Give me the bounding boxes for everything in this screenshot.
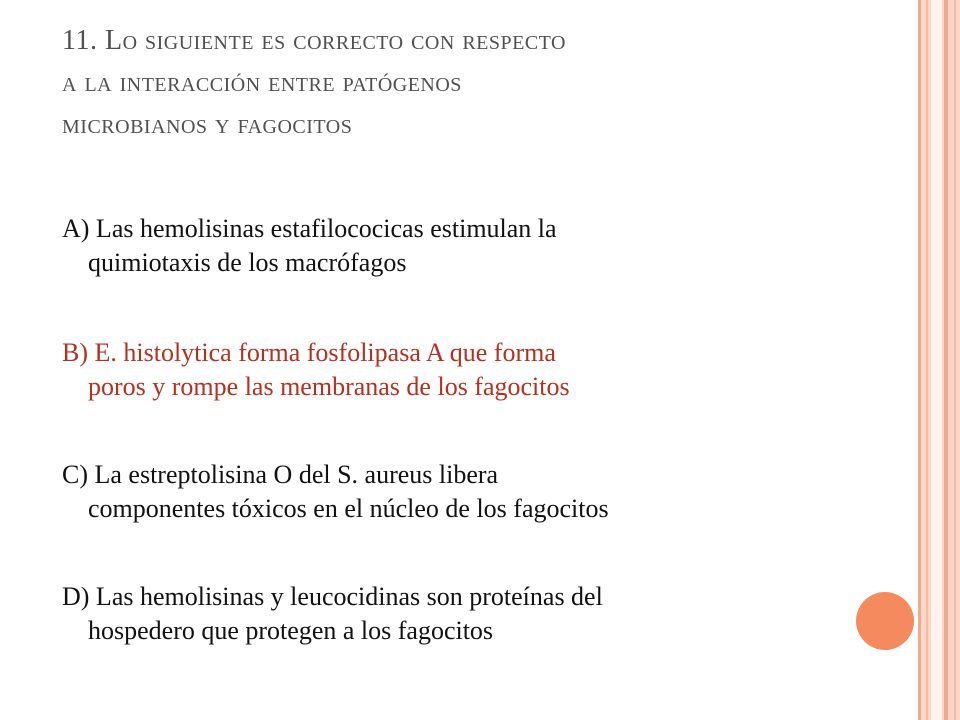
answer-option-b-correct	[62, 336, 852, 404]
answer-option-b-line-1: B) E. histolytica forma fosfolipasa A que forma	[62, 338, 556, 367]
answer-option-d-line-2: hospedero que protegen a los fagocitos	[88, 616, 494, 645]
answer-option-a-line-1: A) Las hemolisinas estafilococicas estimulan la	[62, 214, 557, 243]
decorative-stripe-highlight	[931, 0, 942, 720]
decorative-stripe-line	[954, 0, 956, 720]
answer-option-c-line-2: componentes tóxicos en el núcleo de los fagocitos	[88, 494, 609, 523]
answer-option-d	[62, 580, 852, 648]
answer-option-b-line-2: poros y rompe las membranas de los fagocitos	[88, 372, 570, 401]
slide-title-line: 11. Lo siguiente es correcto con respecto	[62, 25, 566, 56]
decorative-stripe-line	[918, 0, 921, 720]
decorative-orange-circle	[856, 592, 914, 650]
answer-option-a-line-2: quimiotaxis de los macrófagos	[88, 248, 407, 277]
slide-title-line: a la interacción entre patógenos	[62, 67, 462, 98]
answer-option-c	[62, 458, 852, 526]
slide-title	[62, 20, 862, 146]
decorative-stripe-line	[926, 0, 928, 720]
slide-title-line: microbianos y fagocitos	[62, 109, 353, 140]
answer-option-a	[62, 212, 852, 280]
decorative-stripe-line	[944, 0, 948, 720]
answer-option-d-line-1: D) Las hemolisinas y leucocidinas son proteínas del	[62, 582, 603, 611]
answer-option-c-line-1: C) La estreptolisina O del S. aureus libera	[62, 460, 499, 489]
